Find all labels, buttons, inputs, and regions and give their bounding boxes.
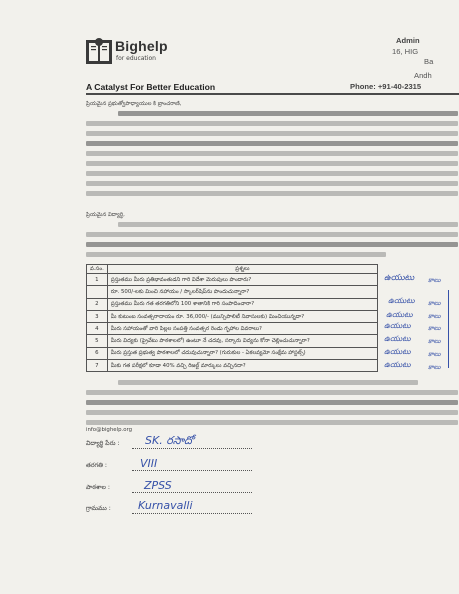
question-cell <box>107 347 377 359</box>
text-line <box>118 222 458 227</box>
handwritten-answer: ఉయుటు <box>384 334 411 343</box>
salutation: ప్రియమైన ప్రభుత్వోపాధ్యాయుల కి బ్రాంచరాణి, <box>86 101 182 107</box>
text-line <box>86 420 458 425</box>
question-cell <box>107 286 377 298</box>
table-row <box>87 298 378 310</box>
table-row <box>87 310 378 322</box>
handwritten-mark: కాలు <box>428 363 441 371</box>
address-line-1: Admin <box>396 36 420 45</box>
question-text: మీ కుటుంబ సంవత్సరాదాయం రూ. 36,000/- (మున్సిపాలిటీ నివాసులకు) మించియున్నదా? <box>110 313 305 320</box>
contact-email: info@bighelp.org <box>86 427 133 433</box>
address-line-3: Ba <box>424 57 434 66</box>
text-line <box>86 161 458 166</box>
question-cell <box>107 323 377 335</box>
table-row <box>87 335 378 347</box>
handwritten-answer: ఉయుటు <box>384 347 411 356</box>
row-number <box>87 286 108 298</box>
school-value: ZPSS <box>144 479 172 492</box>
address-line-2: 16, HIG <box>392 47 419 56</box>
name-value: SK. రసాదో <box>145 434 194 447</box>
text-line <box>86 232 458 237</box>
handwritten-answer: ఉయుటు <box>386 310 413 319</box>
text-line <box>86 151 458 156</box>
row-number: 4 <box>87 323 108 335</box>
salutation-student: ప్రియమైన విద్యార్థి, <box>86 212 125 218</box>
table-header-row <box>87 265 378 274</box>
row-number: 7 <box>87 360 108 372</box>
question-cell <box>107 335 377 347</box>
row-number: 3 <box>87 310 108 322</box>
text-line <box>86 121 458 126</box>
address-line-4: Andh <box>414 71 432 80</box>
question-cell <box>107 360 377 372</box>
class-label: తరగతి : <box>86 462 107 469</box>
school-field-line <box>132 492 252 493</box>
handwritten-answer: ఉయుటు <box>384 273 415 283</box>
handwritten-mark: కాలు <box>428 276 441 284</box>
handwritten-brace <box>448 290 449 368</box>
row-number: 1 <box>87 274 108 286</box>
question-text: మీరు సహాయంతో వారి పిల్లల సంపత్తి సంవత్సర రెండు గృహాల వివరాలు? <box>110 325 262 332</box>
phone-number: Phone: +91-40-2315 <box>350 82 422 91</box>
handwritten-mark: కాలు <box>428 324 441 332</box>
question-text: ప్రస్తుతము మీరు ప్రతిభావంతుడని గారి విదేశా మెరుపులు పొందారు? <box>110 276 252 283</box>
header-divider <box>86 93 459 95</box>
text-line <box>86 410 458 415</box>
school-label: పాఠశాల : <box>86 484 110 491</box>
handwritten-mark: కాలు <box>428 350 441 358</box>
village-field-line <box>132 513 252 514</box>
text-line <box>86 252 386 257</box>
questions-table <box>86 264 378 372</box>
text-line <box>86 390 458 395</box>
col-header-question: ప్రశ్నలు <box>107 265 377 274</box>
book-logo-icon <box>86 36 112 66</box>
question-cell <box>107 310 377 322</box>
table-row <box>87 360 378 372</box>
table-row <box>87 286 378 298</box>
brand-name: Bighelp <box>115 38 168 54</box>
handwritten-mark: కాలు <box>428 337 441 345</box>
name-label: విద్యార్థి పేరు : <box>86 440 120 447</box>
text-line <box>86 181 458 186</box>
brand-subtitle: for education <box>116 55 156 62</box>
row-number: 5 <box>87 335 108 347</box>
village-value: Kurnavalli <box>138 499 193 512</box>
text-line <box>86 191 458 196</box>
question-text: ప్రస్తుతము మీరు గత తరగతిలోని 100 శాతానికి గారి సంపాదించారా? <box>110 301 255 308</box>
table-row <box>87 323 378 335</box>
class-field-line <box>132 470 252 471</box>
row-number: 6 <box>87 347 108 359</box>
text-line <box>86 171 458 176</box>
col-header-no: వ.సం. <box>87 265 108 274</box>
handwritten-answer: ఉయుటు <box>384 321 411 330</box>
text-line <box>86 400 458 405</box>
village-label: గ్రామము : <box>86 505 111 512</box>
tagline: A Catalyst For Better Education <box>86 82 216 92</box>
text-line <box>118 111 458 116</box>
class-value: VIII <box>140 457 158 470</box>
table-row <box>87 347 378 359</box>
handwritten-mark: కాలు <box>428 312 441 320</box>
text-line <box>86 242 458 247</box>
question-cell <box>107 274 377 286</box>
question-text: రూ. 500/-లకు మించి నహాయం / స్కాలర్‌షిప్‌ను పొందుచున్నారా? <box>110 288 250 295</box>
text-line <box>86 131 458 136</box>
text-line <box>86 141 458 146</box>
text-line <box>118 380 418 385</box>
table-row <box>87 274 378 286</box>
handwritten-answer: ఉయుటు <box>388 296 415 305</box>
handwritten-answer: ఉయుటు <box>384 360 411 369</box>
question-text: మీరు విద్యకు (ప్రైవేటు పాఠశాలలో) ఉంటూ నే చదవు, సర్కారు విద్యను కోనా చెల్లించుచున్నారా? <box>110 338 310 345</box>
question-cell <box>107 298 377 310</box>
handwritten-mark: కాలు <box>428 299 441 307</box>
question-text: మీరు ప్రస్తుత ప్రభుత్వ పాఠశాలలో చదువుచున్నారా? (గురుకుల - ఏకలవ్యమో సంక్షేమ హాస్టల్స్) <box>110 350 306 357</box>
row-number: 2 <box>87 298 108 310</box>
question-text: మీకు గత పరీక్షలో కూడా 40% వచ్చి రిజల్ట్ మార్కులు వచ్చినదా? <box>110 362 246 369</box>
